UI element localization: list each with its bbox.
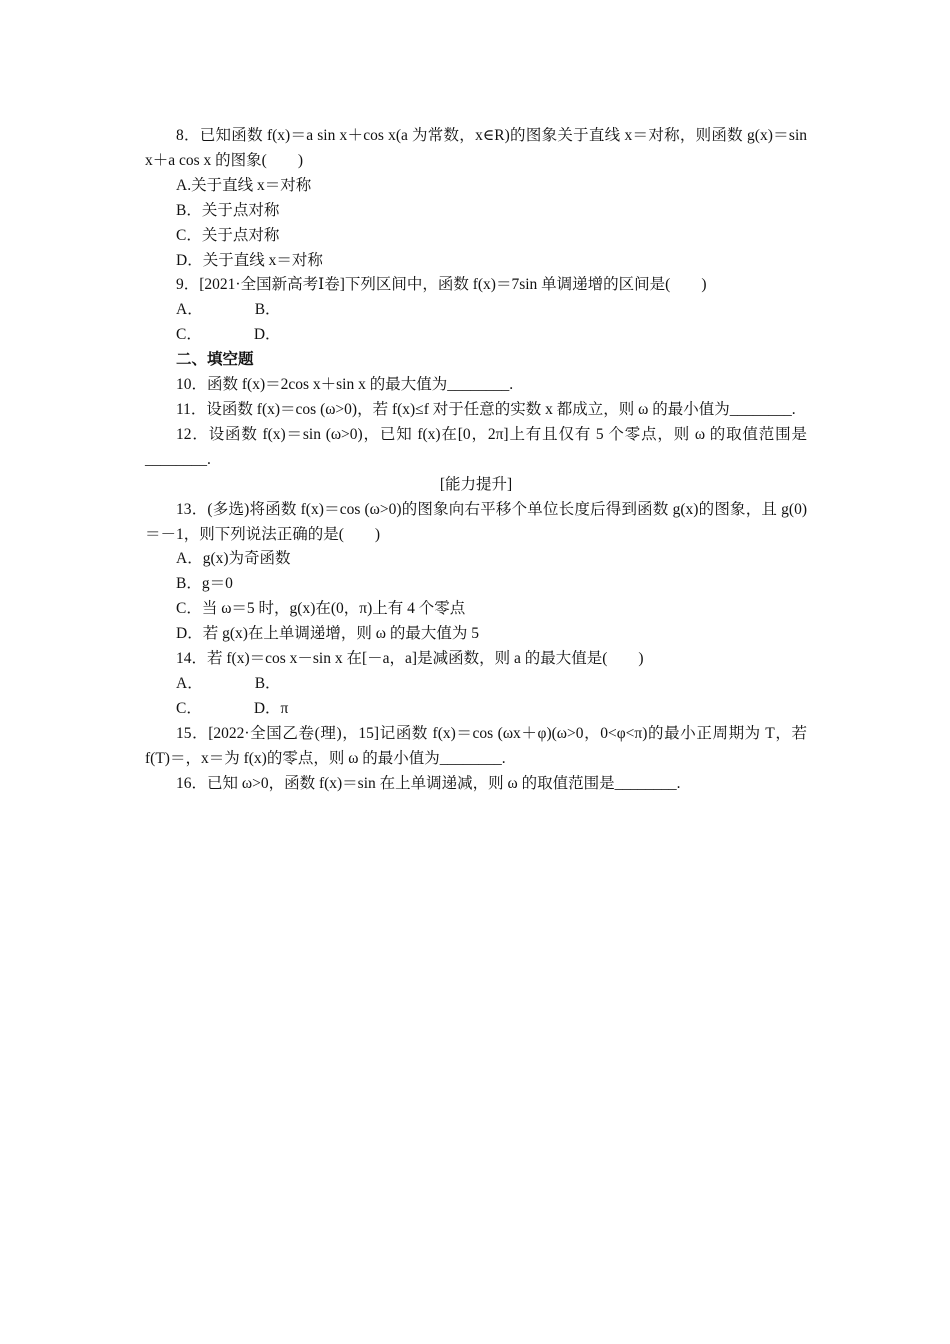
question-9-option-a: A．	[176, 301, 203, 319]
question-14-option-c: C．	[176, 699, 202, 717]
question-8-option-c: C．关于点对称	[176, 226, 280, 244]
question-14-stem: 14．若 f(x)＝cos x－sin x 在[－a，a]是减函数，则 a 的最大值是( )	[176, 650, 644, 668]
question-9-options-row-2	[145, 323, 807, 348]
question-13-option-b: B．g＝0	[176, 575, 233, 593]
question-9-option-c: C．	[176, 326, 202, 344]
question-8-stem: 8．已知函数 f(x)＝a sin x＋cos x(a 为常数，x∈R)的图象关于直线 x＝对称，则函数 g(x)＝sin x＋a cos x 的图象( )	[145, 127, 807, 169]
question-12: 12．设函数 f(x)＝sin (ω>0)，已知 f(x)在[0，2π]上有且仅有 5 个零点，则 ω 的取值范围是________.	[145, 425, 807, 468]
section-heading-ability: [能力提升]	[439, 475, 513, 493]
question-14-option-a: A．	[176, 674, 203, 692]
question-14-options-row-2	[145, 697, 807, 722]
question-16: 16．已知 ω>0，函数 f(x)＝sin 在上单调递减，则 ω 的取值范围是________.	[176, 774, 681, 792]
document-page	[145, 124, 807, 796]
section-heading-fill-in: 二、填空题	[176, 351, 254, 369]
question-11: 11．设函数 f(x)＝cos (ω>0)，若 f(x)≤f 对于任意的实数 x 都成立，则 ω 的最小值为________.	[176, 400, 796, 418]
question-10: 10．函数 f(x)＝2cos x＋sin x 的最大值为________.	[176, 376, 514, 394]
question-9-option-b: B．	[254, 301, 281, 319]
question-8-option-a: A.关于直线 x＝对称	[176, 176, 312, 194]
question-8-option-d: D．关于直线 x＝对称	[176, 251, 323, 269]
question-14-options-row-1	[145, 672, 807, 697]
question-14-option-d: D．π	[253, 699, 289, 717]
question-13-stem: 13．(多选)将函数 f(x)＝cos (ω>0)的图象向右平移个单位长度后得到函数 g(x)的图象，且 g(0)＝－1，则下列说法正确的是( )	[145, 500, 807, 543]
question-13-option-d: D．若 g(x)在上单调递增，则 ω 的最大值为 5	[176, 625, 479, 643]
question-15: 15．[2022·全国乙卷(理)，15]记函数 f(x)＝cos (ωx＋φ)(ω>0，0<φ<π)的最小正周期为 T，若 f(T)＝，x＝为 f(x)的零点，则 ω 的最小值为________.	[145, 724, 807, 767]
question-13-option-c: C．当 ω＝5 时，g(x)在(0，π)上有 4 个零点	[176, 600, 466, 618]
question-9-stem: 9．[2021·全国新高考Ⅰ卷]下列区间中，函数 f(x)＝7sin 单调递增的区间是( )	[176, 276, 707, 294]
question-9-option-d: D．	[253, 326, 281, 344]
question-9-options-row-1	[145, 298, 807, 323]
question-14-option-b: B．	[254, 674, 281, 692]
question-13-option-a: A．g(x)为奇函数	[176, 550, 291, 568]
question-8-option-b: B．关于点对称	[176, 201, 280, 219]
